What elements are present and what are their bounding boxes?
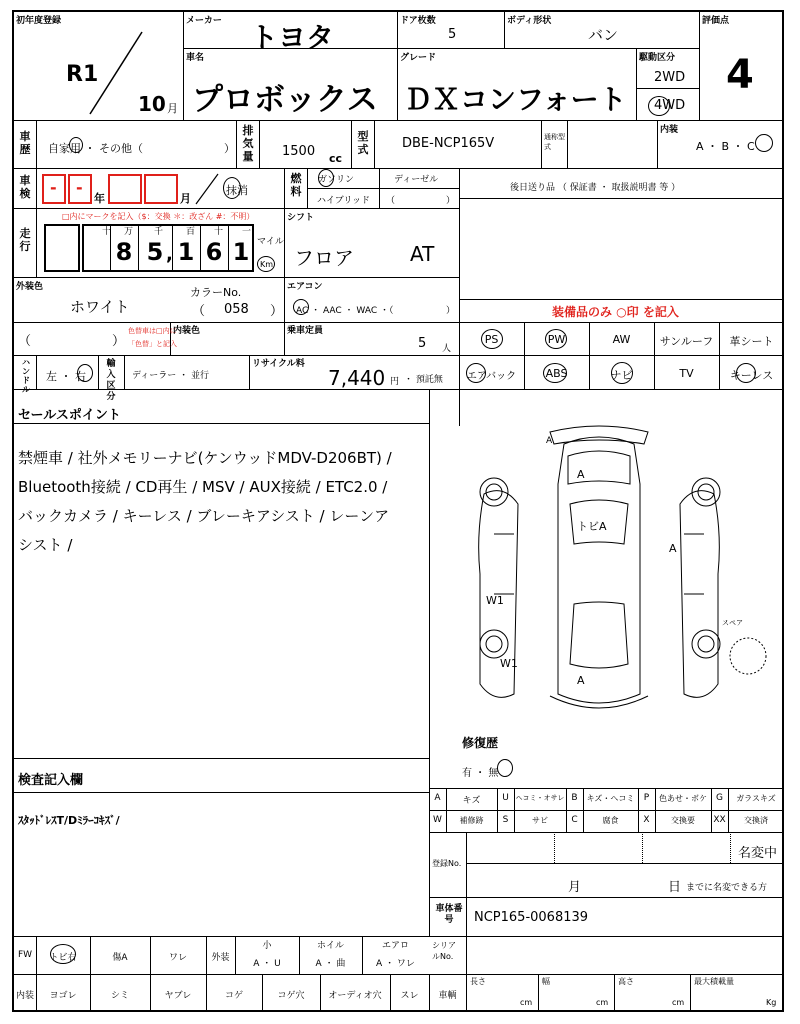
- ac-close: ）: [446, 306, 456, 316]
- fw-item-0: トビ右: [49, 953, 77, 963]
- equip-ps: PS: [484, 333, 499, 346]
- sales-line-2: バックカメラ / キーレス / ブレーキアシスト / レーンア: [18, 507, 390, 525]
- ext-group-2-opts: A ・ ワレ: [376, 959, 415, 969]
- color-code-value: 058: [224, 302, 249, 317]
- shift-type: フロア: [294, 246, 354, 270]
- recycle-deposit: ・ 預託無: [404, 375, 443, 385]
- dim-length-label: 長さ: [470, 977, 486, 986]
- color-code-label: カラーNo.: [190, 286, 242, 299]
- mileage-digit-4: 6: [205, 238, 223, 266]
- recycle-value: 7,440: [328, 366, 386, 390]
- shift-trans: AT: [410, 242, 435, 266]
- equip-abs-circle: [543, 363, 567, 383]
- first-reg-month: 10: [138, 92, 166, 116]
- drive-4wd: 4WD: [654, 98, 686, 113]
- color-code-open: （: [192, 304, 206, 319]
- mileage-unit-5: 一: [242, 227, 252, 237]
- dim-label: 車輌: [438, 991, 457, 1001]
- mileage-unit-3: 百: [186, 227, 196, 237]
- fw-item-2: ワレ: [168, 953, 187, 963]
- mileage-digit-1: 8: [115, 238, 133, 266]
- equip-aw: AW: [612, 333, 631, 346]
- dim-width-unit: cm: [596, 998, 609, 1007]
- body-label: ボディ形状: [507, 16, 552, 26]
- int-color-label: 内装色: [173, 326, 201, 336]
- legend-desc-a: キズ: [462, 796, 481, 806]
- serial-label: シリアルNo.: [432, 941, 456, 961]
- drive-label: 駆動区分: [639, 53, 676, 63]
- dim-height-unit: cm: [672, 998, 685, 1007]
- mileage-digit-2: 5: [146, 238, 164, 266]
- trim-label: グレード: [400, 53, 437, 63]
- insp-dash-2: -: [76, 178, 83, 197]
- legend-code-p: P: [643, 793, 650, 803]
- handle-label: ハンドル: [22, 358, 30, 394]
- fuel-hybrid: ハイブリッド: [317, 196, 371, 206]
- spare-label: スペア: [722, 619, 743, 627]
- maker-value: トヨタ: [250, 21, 335, 54]
- damage-mark-3: A: [669, 542, 677, 555]
- sales-label: セールスポイント: [18, 408, 121, 423]
- damage-mark-0: A: [546, 436, 553, 446]
- int-item-1: シミ: [110, 991, 129, 1001]
- dim-load-unit: Kg: [766, 998, 777, 1007]
- legend-desc-s: サビ: [532, 816, 548, 825]
- legend-code-s: S: [502, 815, 509, 825]
- mileage-unit-2: 千: [154, 227, 164, 237]
- insp-dash-1: -: [50, 178, 57, 197]
- model-label: 型式: [357, 130, 369, 156]
- ext-color-value: ホワイト: [70, 298, 130, 316]
- ext-color-label: 外装色: [16, 282, 44, 292]
- ac-label: エアコン: [287, 282, 323, 292]
- interior-grade: A ・ B ・ C: [696, 140, 755, 153]
- mileage-label: 走行: [19, 227, 31, 253]
- int-label: 内装: [16, 991, 35, 1001]
- legend-desc-p: 色あせ・ボケ: [659, 794, 707, 803]
- fuel-label: 燃料: [290, 172, 302, 198]
- ext-group-0-opts: A ・ U: [253, 959, 281, 969]
- mileage-mile: マイル: [257, 237, 284, 247]
- capacity-value: 5: [418, 336, 427, 351]
- reg-day: 日: [668, 880, 682, 895]
- ext-group-0-name: 小: [262, 941, 272, 951]
- insp-expired: 抹消: [226, 184, 248, 197]
- damage-mark-2: トビA: [577, 520, 607, 533]
- equip-navi: ナビ: [610, 369, 633, 382]
- mileage-box-0: [44, 224, 80, 272]
- equip-keyless: キーレス: [729, 369, 774, 382]
- shift-label: シフト: [287, 213, 315, 223]
- sales-line-1: Bluetooth接続 / CD再生 / MSV / AUX接続 / ETC2.0 /: [18, 478, 388, 496]
- fuel-other-close: ）: [446, 196, 456, 206]
- reg-deadline: までに名変できる方: [686, 883, 768, 893]
- insp-box-3: [108, 174, 142, 204]
- dim-length-unit: cm: [520, 998, 533, 1007]
- grade-label: 評価点: [702, 16, 730, 26]
- first-reg-era: R1: [66, 62, 99, 87]
- history-circle: [69, 137, 83, 153]
- equip-tv: TV: [679, 367, 694, 380]
- mileage-digit-5: 1: [232, 238, 250, 266]
- legend-desc-xx: 交換済: [744, 816, 768, 825]
- inspect-notes-label: 検査記入欄: [18, 773, 84, 788]
- maker-label: メーカー: [186, 16, 222, 26]
- paren-open: （: [18, 334, 32, 349]
- vin-value: NCP165-0068139: [474, 910, 589, 925]
- mileage-unit-4: 十: [214, 227, 224, 237]
- dim-height-label: 高さ: [618, 977, 634, 986]
- equip-navi-circle: [611, 362, 633, 384]
- disp-label: 排気量: [242, 124, 254, 163]
- fuel-gas-circle: [318, 169, 334, 187]
- inspect-notes-text: ｽﾀｯﾄﾞﾚｽT/Dﾐﾗｰｺｷｽﾞ/: [18, 814, 120, 827]
- grade-value: 4: [726, 52, 754, 98]
- car-damage-diagram: [454, 424, 774, 724]
- ac-value: AC ・ AAC ・ WAC ・（: [296, 306, 394, 316]
- auction-sheet: [12, 10, 784, 1012]
- legend-code-a: A: [434, 793, 441, 803]
- docs-label: 後日送り品 （ 保証書 ・ 取扱説明書 等 ）: [510, 183, 681, 193]
- recycle-unit: 円: [390, 377, 400, 387]
- sales-line-0: 禁煙車 / 社外メモリーナビ(ケンウッドMDV-D206BT) /: [18, 449, 392, 467]
- legend-desc-g: ガラスキズ: [736, 794, 776, 803]
- int-item-6: スレ: [400, 991, 419, 1001]
- ext-group-1-opts: A ・ 曲: [315, 959, 346, 969]
- capacity-unit: 人: [442, 344, 452, 354]
- ext-label: 外装: [211, 953, 230, 963]
- handle-circle: [77, 364, 93, 382]
- capacity-label: 乗車定員: [287, 326, 324, 336]
- int-item-3: コゲ: [224, 991, 243, 1001]
- legend-desc-b: キズ・ヘコミ: [586, 794, 635, 803]
- repair-value: 有 ・ 無: [462, 768, 499, 779]
- fw-item-1: 傷A: [112, 953, 128, 963]
- dim-width-label: 幅: [542, 977, 550, 986]
- vin-label: 車体番号: [435, 904, 463, 925]
- legend-code-c: C: [571, 815, 578, 825]
- history-label: 車歴: [19, 130, 31, 156]
- color-change-note-1: 色替車は□内に: [128, 327, 177, 335]
- int-item-4: コゲ穴: [277, 991, 305, 1001]
- equip-title: 装備品のみ ○印 を記入: [552, 305, 679, 319]
- legend-code-x: X: [643, 815, 650, 825]
- fw-label: FW: [18, 950, 33, 960]
- mileage-km: Km: [260, 260, 274, 269]
- equip-pw: PW: [547, 333, 566, 346]
- color-change-note-2: 「色替」と記入: [128, 340, 177, 348]
- legend-code-b: B: [571, 793, 578, 803]
- int-item-0: ヨゴレ: [49, 991, 77, 1001]
- equip-abs: ABS: [545, 367, 568, 380]
- handle-value: 左 ・ 右: [46, 370, 86, 383]
- import-label: 輸入区分: [106, 359, 116, 402]
- damage-mark-5: W1: [500, 657, 518, 670]
- doors-label: ドア枚数: [400, 16, 436, 26]
- legend-code-xx: XX: [713, 815, 726, 825]
- recycle-label: リサイクル料: [252, 359, 305, 369]
- sales-line-3: シスト /: [18, 536, 73, 554]
- fw-item-0-circle: [50, 944, 76, 964]
- equip-airbag-circle: [466, 363, 486, 383]
- legend-code-u: U: [502, 793, 509, 803]
- model-value: DBE-NCP165V: [402, 136, 495, 151]
- body-value: バン: [588, 26, 619, 44]
- mileage-comma: ,: [166, 244, 173, 265]
- history-value: 自家用 ・ その他（: [48, 142, 143, 155]
- equip-airbag: エアバック: [466, 371, 517, 382]
- fuel-diesel: ディーゼル: [394, 175, 439, 185]
- color-code-close: ）: [270, 304, 284, 319]
- history-close: ）: [224, 142, 235, 155]
- interior-circle: [755, 134, 773, 152]
- cc-unit: cc: [329, 152, 343, 165]
- fuel-gas: ガソリン: [318, 175, 355, 185]
- insp-month-unit: 月: [180, 192, 191, 205]
- first-reg-label: 初年度登録: [16, 16, 62, 26]
- ac-circle: [293, 299, 309, 315]
- mileage-digit-3: 1: [177, 238, 195, 266]
- equip-ps-circle: [481, 329, 503, 349]
- import-value: ディーラー ・ 並行: [132, 371, 210, 381]
- repair-circle: [497, 759, 513, 777]
- displacement: 1500: [282, 144, 316, 159]
- ext-group-2-name: エアロ: [381, 941, 409, 951]
- reg-month: 月: [568, 880, 582, 895]
- insp-box-4: [144, 174, 178, 204]
- insp-slash: [192, 172, 222, 206]
- equip-keyless-circle: [736, 363, 756, 383]
- fuel-other: （: [386, 196, 396, 206]
- inspection-label: 車検: [19, 174, 31, 200]
- equip-leather: 革シート: [729, 335, 774, 348]
- repair-label: 修復歴: [462, 736, 499, 750]
- equip-pw-circle: [545, 329, 567, 349]
- interior-label: 内装: [660, 125, 679, 135]
- ext-group-1-name: ホイル: [316, 941, 344, 951]
- paren-close: ）: [112, 334, 126, 349]
- registration-label: 登録No.: [432, 859, 462, 868]
- int-item-5: オーディオ穴: [328, 991, 382, 1001]
- first-reg-month-unit: 月: [167, 102, 178, 115]
- mileage-km-circle: [257, 256, 275, 272]
- dim-load-label: 最大積載量: [694, 977, 734, 986]
- equip-sunroof: サンルーフ: [659, 335, 714, 348]
- int-item-2: ヤブレ: [164, 991, 192, 1001]
- legend-desc-c: 腐食: [602, 816, 619, 825]
- legend-desc-x: 交換要: [671, 816, 695, 825]
- trim-value: ＤＸコンフォート: [404, 83, 627, 116]
- insp-expired-circle: [223, 177, 241, 199]
- mileage-unit-0: 十: [102, 227, 112, 237]
- car-name-value: プロボックス: [192, 82, 378, 118]
- car-name-label: 車名: [186, 53, 205, 63]
- name-change: 名変中: [738, 846, 778, 861]
- legend-code-g: G: [716, 793, 723, 803]
- insp-year-unit: 年: [94, 192, 105, 205]
- common-label: 通称型式: [544, 133, 565, 151]
- legend-code-w: W: [433, 815, 442, 825]
- legend-desc-w: 補修跡: [459, 816, 484, 825]
- legend-desc-u: ヘコミ・オサレ: [515, 794, 565, 802]
- doors-value: 5: [448, 27, 457, 42]
- damage-mark-4: W1: [486, 594, 504, 607]
- damage-mark-1: A: [577, 468, 585, 481]
- mileage-note: □内にマークを記入（$：交換 ＊：改ざん #：不明）: [62, 212, 255, 221]
- drive-2wd: 2WD: [654, 70, 686, 85]
- damage-mark-6: A: [577, 674, 585, 687]
- first-reg-slash: [86, 30, 146, 116]
- mileage-unit-1: 万: [124, 227, 134, 237]
